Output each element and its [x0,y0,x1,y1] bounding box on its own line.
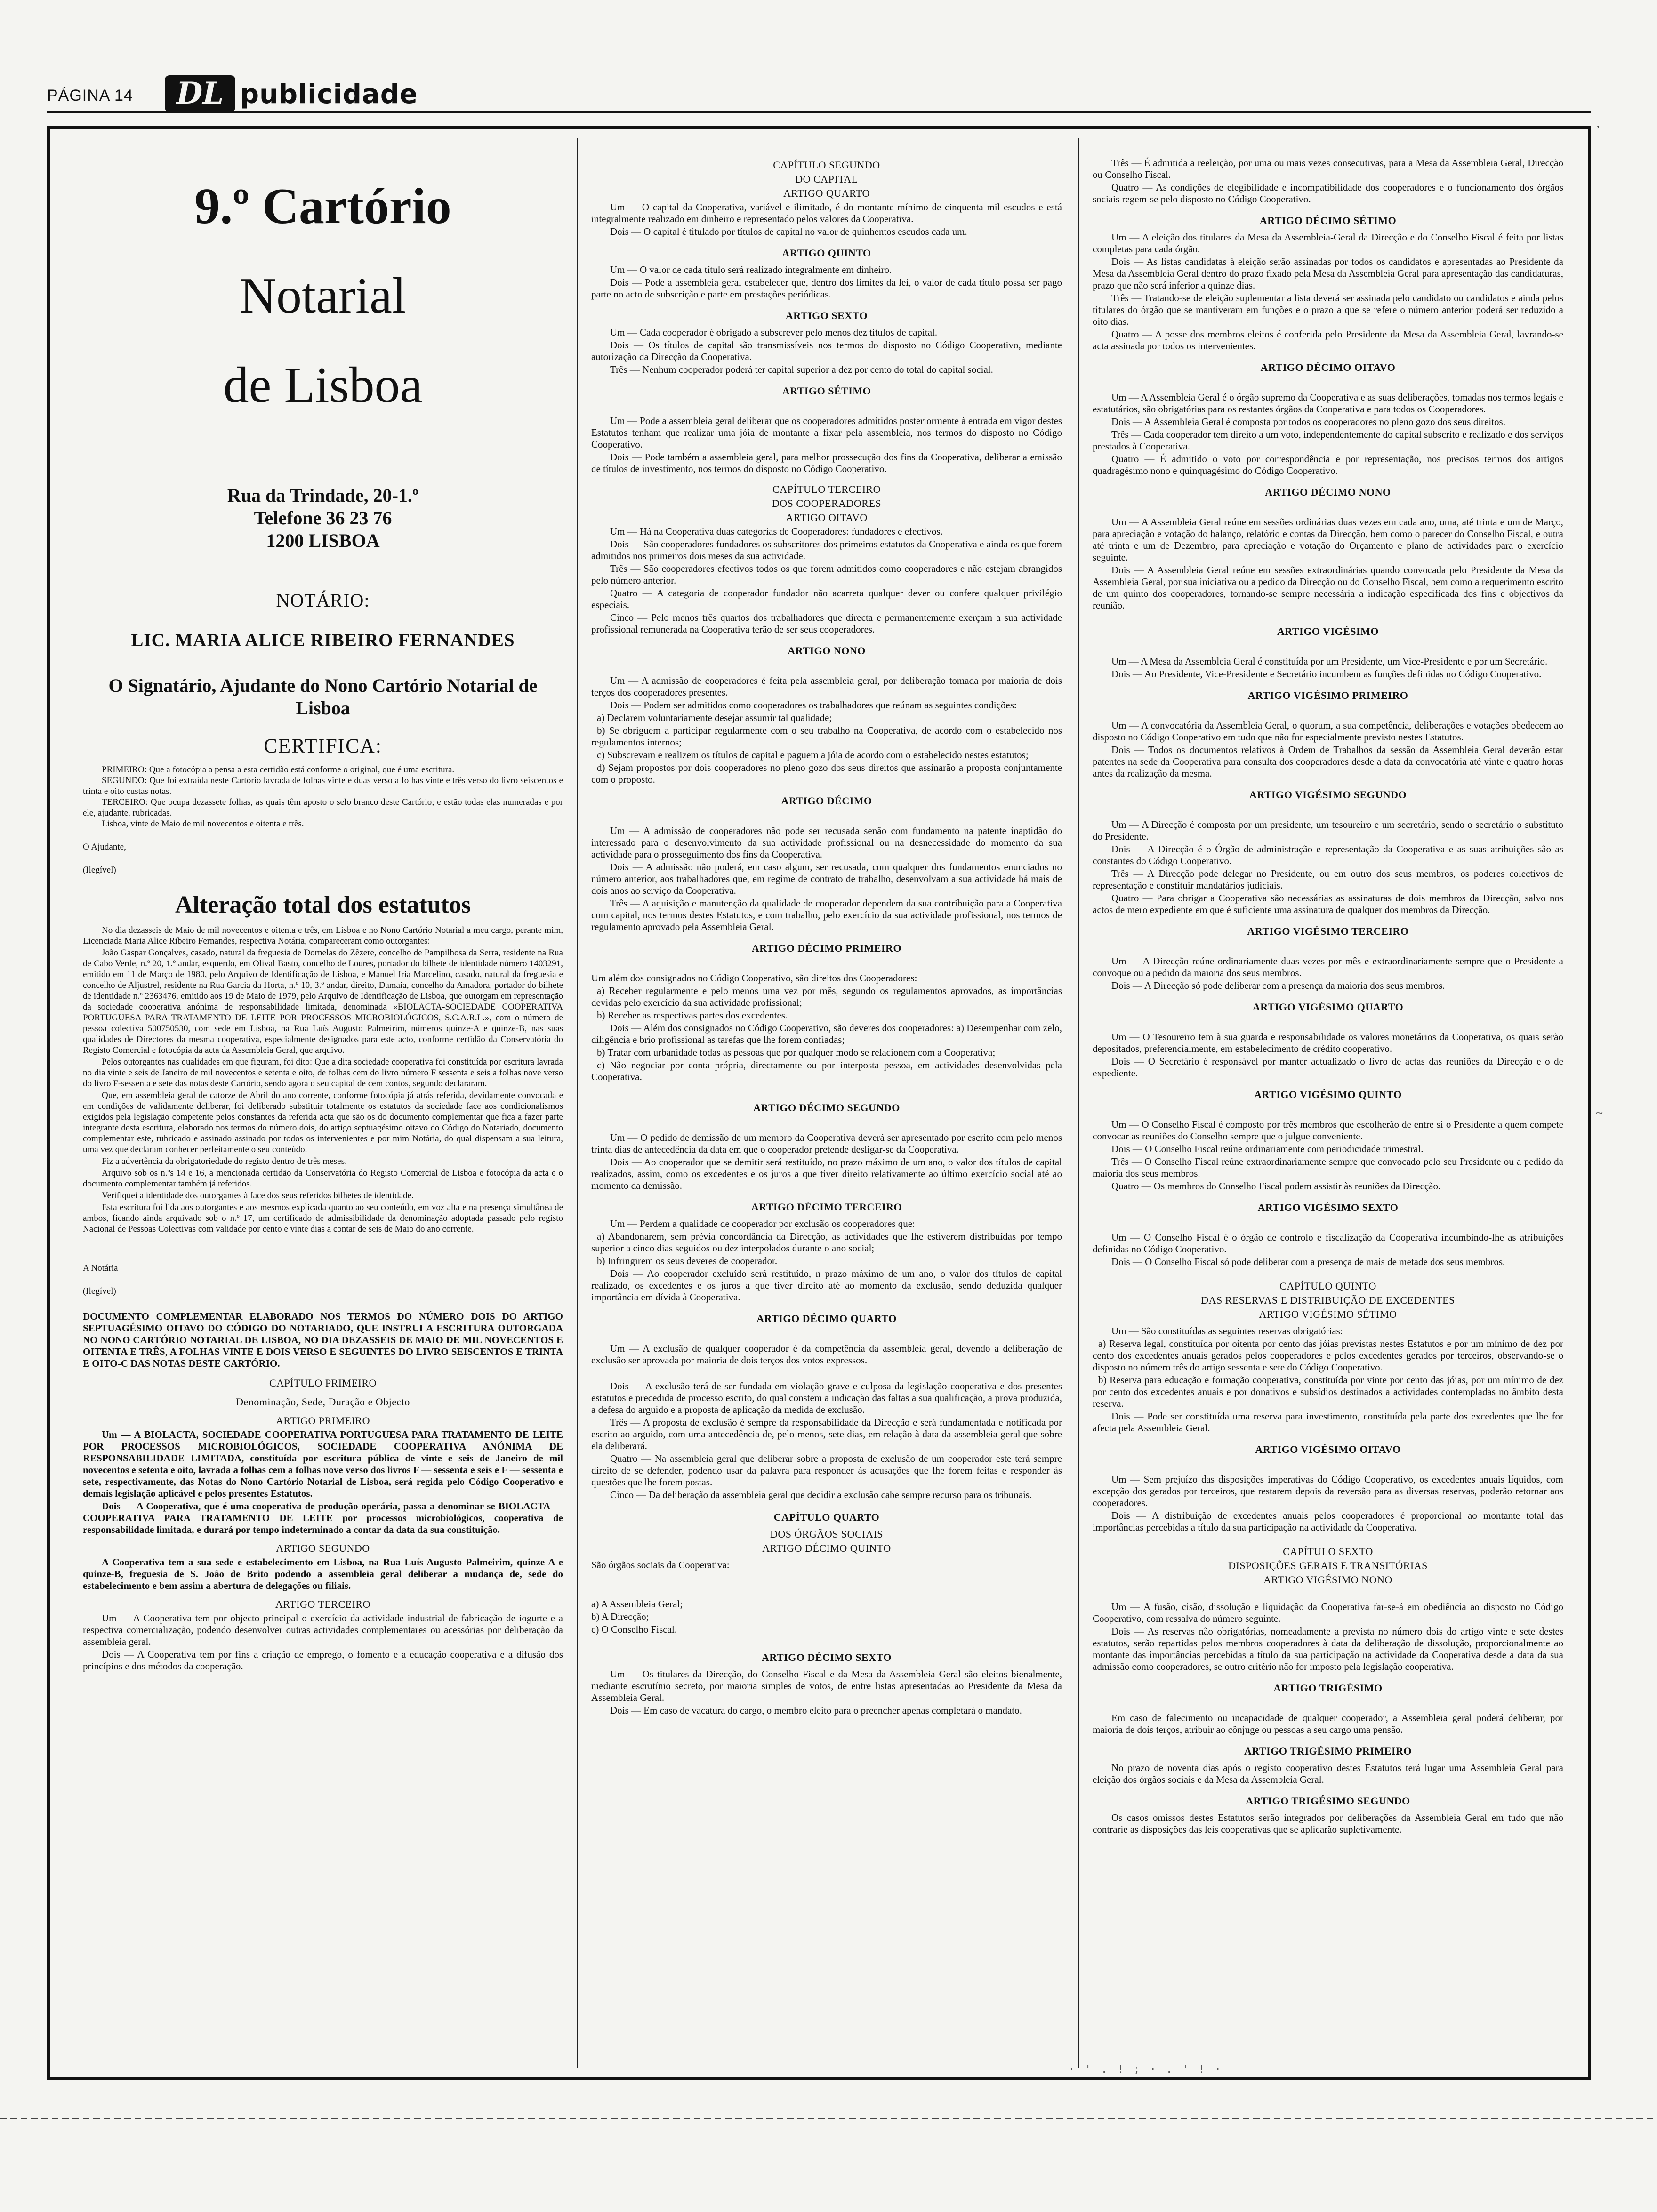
body-para: Um — O Conselho Fiscal é o órgão de controlo e fiscalização da Cooperativa incumbindo-lhe as atribuições definidas no Código Cooperativo. [1093,1232,1563,1255]
body-para: Um — Os titulares da Direcção, do Conselho Fiscal e da Mesa da Assembleia Geral são eleitos bienalmente, mediante escrutínio secreto, por maioria simples de votos, de entre listas apresentadas ao Presidente da Mesa da Assembleia Geral. [591,1668,1062,1703]
body-para: Dois — O Secretário é responsável por manter actualizado o livro de actas das reuniões da Direcção e o de expediente. [1093,1056,1563,1079]
city-line: 1200 LISBOA [266,530,380,551]
body-para: Dois — Em caso de vacatura do cargo, o membro eleito para o preencher apenas completará o mandato. [610,1705,1022,1716]
list-item: b) Infringirem os seus deveres de cooperador. [597,1255,778,1266]
body-para: Dois — Ao cooperador que se demitir será restituído, no prazo máximo de um ano, o valor dos títulos de capital realizados, assim, como os excedentes e os juros a que tiver direito relativamente ao último exercício social até ao momento da demissão. [591,1156,1062,1191]
body-para: Dois — As listas candidatas à eleição serão assinadas por todos os candidatos e apresentadas ao Presidente da Mesa da Assembleia Geral dentro do prazo fixado pela Mesa da Assembleia Geral para apresentação das candidaturas, prazo que não será inferior a quinze dias. [1093,256,1563,291]
body-para: Três — A proposta de exclusão é sempre da responsabilidade da Direcção e será fundamentada e notificada por escrito ao arguido, com uma antecedência de, pelo menos, sete dias, em relação à data da assembleia geral que sobre ela deliberará. [591,1417,1062,1451]
body-para: Quatro — Na assembleia geral que deliberar sobre a proposta de exclusão de um cooperador este terá sempre direito de se defender, podendo usar da palavra para responder às acusações que lhe forem feitas e responder às questões que lhe forem postas. [591,1453,1062,1488]
notary-title [83,162,563,430]
notary-label: NOTÁRIO: [276,590,370,611]
certifica-heading: CERTIFICA: [264,735,382,757]
body-para: Pelos outorgantes nas qualidades em que figuram, foi dito: Que a dita sociedade cooperativa foi constituída por escritura lavrada no dia vinte e seis de Janeiro de mil novecentos e setenta e oito, de folhas cem do livro número F sessenta e seis a folhas nove verso do livro F-sessenta e sete das notas deste Cartório, sendo agora o seu capital de cem contos, segundo declararam. [83,1057,563,1089]
body-para: Um — A exclusão de qualquer cooperador é da competência da assembleia geral, devendo a deliberação de exclusão ser aprovada por maioria de dois terços dos votos expressos. [591,1343,1062,1366]
body-para: Quatro — Para obrigar a Cooperativa são necessárias as assinaturas de dois membros da Direcção, salvo nos actos de mero expediente em que é suficiente uma assinatura de qualquer dos membros da Direcção. [1093,892,1563,915]
article-heading: ARTIGO DÉCIMO QUINTO [762,1542,891,1554]
body-para: Um — A Direcção é composta por um presidente, um tesoureiro e um secretário, sendo o secretário o substituto do Presidente. [1093,819,1563,842]
body-para: Dois — A Direcção só pode deliberar com a presença da maioria dos seus membros. [1111,980,1445,991]
cert-para: PRIMEIRO: Que a fotocópia a pensa a esta certidão está conforme o original, que é uma escritura. [102,765,455,775]
body-para: Um — A Assembleia Geral reúne em sessões ordinárias duas vezes em cada ano, uma, até trinta e um de Março, para apreciação e votação do balanço, relatório e contas da Direcção, bem como o parecer do Conselho Fiscal, e outra até trinta e um de Dezembro, para apreciação e votação do Orçamento e plano de actividades para o exercício seguinte. [1093,516,1563,563]
body-para: Um — Pode a assembleia geral deliberar que os cooperadores admitidos posteriormente à entrada em vigor destes Estatutos tenham que realizar uma jóia de montante a fixar pela assembleia, nos termos do disposto no Código Cooperativo. [591,415,1062,450]
body-para: Dois — São cooperadores fundadores os subscritores dos primeiros estatutos da Cooperativa e ainda os que forem admitidos nos primeiros dois meses da sua actividade. [591,538,1062,561]
list-item: b) Se obriguem a participar regularmente com o seu trabalho na Cooperativa, de acordo com o estabelecido nos regulamentos internos; [591,725,1062,748]
body-para: Os casos omissos destes Estatutos serão integrados por deliberações da Assembleia Geral em tudo que não contrarie as disposições das leis cooperativas que se aplicarão supletivamente. [1093,1812,1563,1835]
body-para: Cinco — Pelo menos três quartos dos trabalhadores que directa e permanentemente exerçam a sua actividade profissional remunerada na Cooperativa terão de ser seus cooperadores. [591,612,1062,635]
chapter-heading: CAPÍTULO QUARTO [773,1511,880,1523]
article-heading: ARTIGO VIGÉSIMO QUINTO [1254,1089,1402,1100]
article-heading: ARTIGO DÉCIMO NONO [1265,486,1391,498]
section-heading: Alteração total dos estatutos [175,891,471,918]
body-para: Esta escritura foi lida aos outorgantes e aos mesmos explicada quanto ao seu conteúdo, em voz alta e na presença simultânea de ambos, ficando ainda arquivado sob o n.º 17, um certificado de admissibilidade da denominação adoptada passado pelo registo Nacional de Pessoas Colectivas com validade por cento e vinte dias a contar de seis de Maio do ano corrente. [83,1202,563,1234]
body-para: Um — Cada cooperador é obrigado a subscrever pelo menos dez títulos de capital. [610,327,938,338]
body-para: Um — O Tesoureiro tem à sua guarda e responsabilidade os valores monetários da Cooperativa, os quais serão depositados, preferencialmente, em estabelecimento de crédito cooperativo. [1093,1031,1563,1054]
chapter-heading: CAPÍTULO TERCEIRO [772,483,881,495]
legal-notice-frame [47,126,1591,2080]
body-para: Um — Há na Cooperativa duas categorias de Cooperadores: fundadores e efectivos. [610,526,943,537]
list-item: b) Tratar com urbanidade todas as pessoas que por qualquer modo se relacionem com a Cooperativa; [597,1047,996,1058]
body-para: Em caso de falecimento ou incapacidade de qualquer cooperador, a Assembleia geral poderá deliberar, por maioria de dois terços, atribuir ao cônjuge ou pessoas a seu cargo uma pensão. [1093,1712,1563,1735]
article-heading: ARTIGO SÉTIMO [782,385,871,397]
body-para: Verifiquei a identidade dos outorgantes à face dos seus referidos bilhetes de identidade. [102,1191,414,1201]
article-heading: ARTIGO VIGÉSIMO PRIMEIRO [1247,689,1408,701]
chapter-heading: CAPÍTULO SEGUNDO [773,159,880,171]
body-para: Dois — Além dos consignados no Código Cooperativo, são deveres dos cooperadores: a) Desempenhar com zelo, diligência e brio profissional as tarefas que lhe forem confiadas; [591,1022,1062,1045]
illegible-note: (Ilegível) [83,1286,116,1296]
list-item: a) A Assembleia Geral; [591,1598,683,1610]
article-heading: ARTIGO DÉCIMO OITAVO [1260,361,1396,373]
body-para: No prazo de noventa dias após o registo cooperativo destes Estatutos terá lugar uma Assembleia Geral para eleição dos órgãos sociais e da Mesa da Assembleia Geral. [1093,1762,1563,1785]
body-para: Um — A convocatória da Assembleia Geral, o quorum, a sua competência, deliberações e votações obedecem ao disposto no Código Cooperativo em tudo que não for especialmente previsto nestes Estatutos. [1093,720,1563,743]
body-para: Quatro — A posse dos membros eleitos é conferida pelo Presidente da Mesa da Assembleia Geral, lavrando-se acta assinada por todos os intervenientes. [1093,329,1563,352]
chapter-subtitle: DO CAPITAL [795,173,858,185]
body-para: Um — A eleição dos titulares da Mesa da Assembleia-Geral da Direcção e do Conselho Fiscal é feita por listas completas para cada órgão. [1093,232,1563,255]
illegible-note: (Ilegível) [83,865,116,875]
chapter-subtitle: DOS COOPERADORES [772,497,882,509]
address-line: Rua da Trindade, 20-1.º [227,485,419,506]
body-para: Dois — A Direcção é o Órgão de administração e representação da Cooperativa e as suas atribuições são as constantes do Código Cooperativo. [1093,843,1563,866]
list-item: a) Abandonarem, sem prévia concordância da Direcção, as actividades que lhe estiverem distribuídas por tempo superior a cinco dias seguidos ou dez interpolados durante o ano social; [591,1231,1062,1254]
list-item: d) Sejam propostos por dois cooperadores no pleno gozo dos seus direitos que assinarão a proposta conjuntamente com o proposto. [591,762,1062,785]
body-para: Um além dos consignados no Código Cooperativo, são direitos dos Cooperadores: [591,972,917,984]
body-para: Três — O Conselho Fiscal reúne extraordinariamente sempre que convocado pelo seu Presidente ou a pedido da maioria dos seus membros. [1093,1156,1563,1179]
column-rule [1078,138,1079,2068]
body-para: Dois — A Cooperativa, que é uma cooperativa de produção operária, passa a denominar-se BIOLACTA — COOPERATIVA PARA TRATAMENTO DE LEITE por processos microbiológicos, cooperativa de responsabilidade limitada, e durará por tempo indeterminado a contar da data da sua constituição. [83,1500,563,1535]
list-item: c) Não negociar por conta própria, directamente ou por interposta pessoa, em actividades desenvolvidas pela Cooperativa. [591,1059,1062,1082]
body-para: Dois — Os títulos de capital são transmissíveis nos termos do disposto no Código Cooperativo, mediante autorização da Direcção da Cooperativa. [591,339,1062,362]
article-heading: ARTIGO NONO [788,645,866,657]
notary-address [83,484,563,552]
body-para: Dois — A admissão não poderá, em caso algum, ser recusada, com qualquer dos fundamentos enunciados no número anterior, aos trabalhadores que, em regime de contrato de trabalho, desenvolvam a sua actividade há mais de dois anos ao serviço da Cooperativa. [591,861,1062,896]
article-heading: ARTIGO VIGÉSIMO SEXTO [1257,1202,1399,1213]
header-rule [47,111,1591,113]
article-heading: ARTIGO VIGÉSIMO TERCEIRO [1247,925,1409,937]
body-para: Que, em assembleia geral de catorze de Abril do ano corrente, conforme fotocópia já atrás referida, devidamente convocada e em condições de validamente deliberar, foi deliberado substituir totalmente os estatutos da sociedade face aos condicionalismos exigidos pela legislação competente pelos constantes da referida acta que são os do documento complementar que fica a fazer parte integrante desta escritura, elaborado nos termos do número dois, do artigo septuagésimo oitavo do Código do Notariado, documento complementar este, rubricado e assinado assinado por todos os intervenientes e por mim Notária, do qual dispensam a sua leitura, uma vez que declaram conhecer perfeitamente o seu conteúdo. [83,1090,563,1154]
cert-para: TERCEIRO: Que ocupa dezassete folhas, as quais têm aposto o selo branco deste Cartório; e estão todas elas numeradas e por ele, ajudante, rubricadas. [83,797,563,818]
newspaper-logo: DL [165,75,235,112]
chapter-heading: CAPÍTULO PRIMEIRO [269,1377,377,1389]
article-heading: ARTIGO DÉCIMO SEXTO [761,1651,892,1663]
body-para: Um — Perdem a qualidade de cooperador por exclusão os cooperadores que: [610,1218,915,1229]
list-item: a) Receber regularmente e pelo menos uma vez por mês, segundo os regulamentos aprovados, as importâncias devidas pelo exercício da sua actividade profissional; [591,985,1062,1008]
article-heading: ARTIGO PRIMEIRO [276,1415,370,1427]
body-para: Dois — A Assembleia Geral é composta por todos os cooperadores no pleno gozo dos seus direitos. [1111,416,1505,427]
body-para: Dois — A exclusão terá de ser fundada em violação grave e culposa da legislação cooperativa e dos presentes estatutos e precedida de processo escrito, do qual constem a indicação das faltas a sua qualificação, a prova produzida, a defesa do arguido e a proposta de aplicação da medida de exclusão. [591,1380,1062,1415]
chapter-heading: CAPÍTULO QUINTO [1279,1280,1376,1292]
body-para: Um — Sem prejuízo das disposições imperativas do Código Cooperativo, os excedentes anuais líquidos, com excepção dos gerados por terceiros, que restarem depois da reversão para as diversas reservas, poderão retornar aos cooperadores. [1093,1474,1563,1508]
document-heading: DOCUMENTO COMPLEMENTAR ELABORADO NOS TERMOS DO NÚMERO DOIS DO ARTIGO SEPTUAGÉSIMO OITAVO DO CÓDIGO DO NOTARIADO, QUE INSTRUI A ESCRITURA OUTORGADA NO NONO CARTÓRIO NOTARIAL DE LISBOA, NO DIA DEZASSEIS DE MAIO DE MIL NOVECENTOS E OITENTA E TRÊS, A FOLHAS VINTE E DOIS VERSO E SEGUINTES DO LIVRO SEISCENTOS E TRINTA E OITO-C DAS NOTAS DESTE CARTÓRIO. [83,1311,563,1369]
list-item: b) A Direcção; [591,1611,649,1622]
body-para: Dois — O Conselho Fiscal só pode deliberar com a presença de mais de metade dos seus membros. [1111,1256,1505,1267]
body-para: Dois — O capital é titulado por títulos de capital no valor de quinhentos escudos cada um. [610,226,967,237]
section-title: publicidade [240,79,418,110]
body-para: Um — A Assembleia Geral é o órgão supremo da Cooperativa e as suas deliberações, tomadas nos termos legais e estatutários, são obrigatórias para os restantes órgãos da Cooperativa e para todos os Cooperadores. [1093,392,1563,415]
body-para: Um — A Mesa da Assembleia Geral é constituída por um Presidente, um Vice-Presidente e por um Secretário. [1111,656,1548,667]
article-heading: ARTIGO DÉCIMO QUARTO [756,1313,897,1324]
body-para: Quatro — As condições de elegibilidade e incompatibilidade dos cooperadores e o funcionamento dos órgãos sociais regem-se pelo disposto no Código Cooperativo. [1093,182,1563,205]
body-para: Dois — A distribuição de excedentes anuais pelos cooperadores é proporcional ao montante total das importâncias percebidas a título da sua participação na actividade da Cooperativa. [1093,1510,1563,1533]
body-para: Dois — Pode ser constituída uma reserva para investimento, constituída pela parte dos excedentes que lhe for afecta pela Assembleia Geral. [1093,1411,1563,1434]
footer-cut-line [0,2118,1657,2119]
body-para: Um — O valor de cada título será realizado integralmente em dinheiro. [610,264,892,275]
body-para: Dois — Todos os documentos relativos à Ordem de Trabalhos da sessão da Assembleia Geral deverão estar patentes na sede da Cooperativa para consulta dos cooperadores desde a data da convocatória até vinte e quatro horas antes da realização da mesma. [1093,744,1563,779]
body-para: João Gaspar Gonçalves, casado, natural da freguesia de Dornelas do Zêzere, concelho de Pampilhosa da Serra, residente na Rua de Cabo Verde, n.º 20, 1.º andar, esquerdo, em Olival Basto, concelho de Loures, portador do bilhete de identidade número 1403291, emitido em 11 de Março de 1980, pelo Arquivo de Identificação de Lisboa, e Manuel Iria Marcelino, casado, natural da freguesia e concelho de Aljustrel, residente na Rua Garcia da Horta, n.º 10, 3.º andar, direito, Damaia, concelho da Amadora, portador do bilhete de identidade n.º 2363476, emitido aos 19 de Maio de 1979, pelo Arquivo de Identificação de Lisboa, que outorgam em representação da sociedade cooperativa anónima de responsabilidade limitada, denominada «BIOLACTA-SOCIEDADE COOPERATIVA PORTUGUESA PARA TRATAMENTO DE LEITE POR PROCESSOS MICROBIOLÓGICOS, S.C.A.R.L.», com o número de pessoa colectiva 500750530, com sede em Lisboa, na Rua Luís Augusto Palmeirim, números quinze-A e quinze-B, nas suas qualidades de Directores da mesma cooperativa, especialmente designados para este acto, conforme certidão da Conservatória do Registo Comercial e fotocópia da acta da Assembleia Geral, que arquivo. [83,948,563,1055]
body-para: Três — A Direcção pode delegar no Presidente, ou em outro dos seus membros, os poderes colectivos de representação e constituir mandatários judiciais. [1093,868,1563,891]
body-para: Um — A admissão de cooperadores é feita pela assembleia geral, por deliberação tomada por maioria de dois terços dos cooperadores presentes. [591,675,1062,698]
scan-mark: , [1597,118,1600,129]
article-heading: ARTIGO QUINTO [782,247,871,259]
title-line: de Lisboa [223,357,423,413]
signatory: O Signatário, Ajudante do Nono Cartório Notarial de Lisboa [108,675,538,719]
article-heading: ARTIGO TRIGÉSIMO PRIMEIRO [1244,1745,1412,1757]
article-heading: ARTIGO TRIGÉSIMO [1273,1682,1383,1694]
body-para: Dois — A Cooperativa tem por fins a criação de emprego, o fomento e a educação cooperativa e a difusão dos princípios e dos métodos da cooperação. [83,1649,563,1672]
body-para: Um — A Cooperativa tem por objecto principal o exercício da actividade industrial de fabricação de iogurte e a respectiva comercialização, podendo desenvolver outras actividades complementares ou acessórias por deliberação da assembleia geral. [83,1612,563,1647]
body-para: Dois — Pode a assembleia geral estabelecer que, dentro dos limites da lei, o valor de cada título possa ser pago parte no acto de subscrição e parte em prestações periódicas. [591,277,1062,300]
article-heading: ARTIGO TRIGÉSIMO SEGUNDO [1246,1795,1410,1807]
body-para: Cinco — Da deliberação da assembleia geral que decidir a exclusão cabe sempre recurso para os tribunais. [610,1489,1032,1500]
article-heading: ARTIGO VIGÉSIMO SÉTIMO [1259,1308,1397,1320]
chapter-subtitle: DAS RESERVAS E DISTRIBUIÇÃO DE EXCEDENTES [1201,1294,1455,1306]
article-heading: ARTIGO DÉCIMO PRIMEIRO [751,942,902,954]
list-item: a) Declarem voluntariamente desejar assumir tal qualidade; [597,712,832,723]
body-para: Um — São constituídas as seguintes reservas obrigatórias: [1111,1325,1343,1337]
phone-line: Telefone 36 23 76 [254,507,392,529]
list-item: a) Reserva legal, constituída por oitenta por cento das jóias previstas nestes Estatutos e por um mínimo de dez por cento dos excedentes anuais gerados pelos cooperadores e pelos excedentes gerados por terceiros, observando-se o disposto no número três do artigo sessenta e sete do Código Cooperativo. [1093,1338,1563,1373]
page-number: PÁGINA 14 [47,87,133,104]
body-para: Três — Nenhum cooperador poderá ter capital superior a dez por cento do total do capital social. [610,364,993,375]
body-para: Um — A BIOLACTA, SOCIEDADE COOPERATIVA PORTUGUESA PARA TRATAMENTO DE LEITE POR PROCESSOS MICROBIOLÓGICOS, SOCIEDADE COOPERATIVA ANÓNIMA DE RESPONSABILIDADE LIMITADA, constituída por escritura pública de vinte e seis de Janeiro de mil novecentos e setenta e oito, lavrada a folhas cem a folhas nove verso dos livros F — sessenta e seis e F — sessenta e sete, respectivamente, das Notas do Nono Cartório Notarial de Lisboa, será regida pelo Código Cooperativo e demais legislação aplicável e pelos presentes Estatutos. [83,1429,563,1499]
article-heading: ARTIGO SEXTO [785,310,868,321]
article-heading: ARTIGO QUARTO [783,187,870,199]
body-para: Dois — A Assembleia Geral reúne em sessões extraordinárias quando convocada pelo Presidente da Mesa da Assembleia Geral, por sua iniciativa ou a pedido da Direcção ou do Conselho Fiscal, bem como a requerimento escrito de um quinto dos cooperadores, tornando-se sempre necessária a indicação especificada dos fins e objectivos da reunião. [1093,564,1563,611]
list-item: c) O Conselho Fiscal. [591,1624,677,1635]
article-heading: ARTIGO VIGÉSIMO OITAVO [1255,1443,1401,1455]
body-para: Quatro — Os membros do Conselho Fiscal podem assistir às reuniões da Direcção. [1111,1180,1441,1192]
body-para: Um — A Direcção reúne ordinariamente duas vezes por mês e extraordinariamente sempre que o Presidente a convoque ou a pedido da maioria dos seus membros. [1093,955,1563,978]
body-para: Três — Cada cooperador tem direito a um voto, independentemente do capital subscrito e realizado e dos serviços prestados à Cooperativa. [1093,429,1563,452]
notaria-sign: A Notária [83,1263,118,1273]
body-para: São órgãos sociais da Cooperativa: [591,1559,730,1571]
title-line: Notarial [240,268,406,324]
article-heading: ARTIGO DÉCIMO [781,795,872,807]
article-heading: ARTIGO VIGÉSIMO NONO [1263,1574,1392,1586]
body-para: Dois — Ao Presidente, Vice-Presidente e Secretário incumbem as funções definidas no Código Cooperativo. [1111,668,1542,680]
body-para: Dois — Pode também a assembleia geral, para melhor prossecução dos fins da Cooperativa, deliberar a emissão de títulos de investimento, nos termos do disposto no Código Cooperativo. [591,451,1062,474]
article-heading: ARTIGO VIGÉSIMO QUARTO [1252,1001,1404,1013]
cert-para: Lisboa, vinte de Maio de mil novecentos e oitenta e três. [102,819,304,829]
body-para: Três — A aquisição e manutenção da qualidade de cooperador dependem da sua contribuição para a Cooperativa com capital, nos termos destes Estatutos, e com trabalho, pelo exercício da sua actividade profissional, nos termos de regulamento aprovado pela Assembleia Geral. [591,898,1062,932]
body-para: Três — Tratando-se de eleição suplementar a lista deverá ser assinada pelo candidato ou candidatos e ainda pelos titulares do órgão que se mantiveram em funções e o prazo a que se refere o número anterior poderá ser reduzido a oito dias. [1093,292,1563,327]
body-para: Um — A fusão, cisão, dissolução e liquidação da Cooperativa far-se-á em obediência ao disposto no Código Cooperativo, com ressalva do número seguinte. [1093,1601,1563,1624]
list-item: c) Subscrevam e realizem os títulos de capital e paguem a jóia de acordo com o estabelecido nestes estatutos; [597,749,1029,761]
column-rule [577,138,578,2068]
body-para: Dois — Ao cooperador excluído será restituído, n prazo máximo de um ano, o valor dos títulos de capital realizado, os excedentes e os juros a que tiver direito até ao momento da exclusão, sendo deduzida qualquer importância em dívida à Cooperativa. [591,1268,1062,1303]
article-heading: ARTIGO OITAVO [786,512,868,523]
body-para: Um — O pedido de demissão de um membro da Cooperativa deverá ser apresentado por escrito com pelo menos trinta dias de antecedência da data em que o cooperador pretende desligar-se da Cooperativa. [591,1132,1062,1155]
article-heading: ARTIGO DÉCIMO SÉTIMO [1259,215,1397,226]
article-heading: ARTIGO DÉCIMO SEGUNDO [753,1102,900,1114]
scan-mark: ~ [1596,1106,1603,1121]
chapter-subtitle: DOS ÓRGÃOS SOCIAIS [770,1528,884,1540]
body-para: Um — A admissão de cooperadores não pode ser recusada senão com fundamento na patente inaptidão do interessado para o desenvolvimento da sua actividade profissional ou na desnecessidade do momento da sua actividade para o prosseguimento dos fins da Cooperativa. [591,825,1062,860]
cert-para: SEGUNDO: Que foi extraída neste Cartório lavrada de folhas vinte e duas verso a folhas vinte e três verso do livro seiscentos e trinta e oito custas notas. [83,776,563,796]
scan-artifact: · ' . ! ; · . ' ! · [1069,2064,1223,2076]
article-heading: ARTIGO VIGÉSIMO SEGUNDO [1249,789,1407,801]
list-item: b) Receber as respectivas partes dos excedentes. [597,1010,788,1021]
column-1 [83,157,563,2063]
article-heading: ARTIGO SEGUNDO [276,1542,370,1554]
title-line: 9.º Cartório [194,178,451,234]
page-header [47,75,1591,113]
column-3 [1093,157,1563,2063]
body-para: Três — São cooperadores efectivos todos os que forem admitidos como cooperadores e não estejam abrangidos pelo número anterior. [591,563,1062,586]
body-para: Dois — Podem ser admitidos como cooperadores os trabalhadores que reúnam as seguintes condições: [610,699,1017,711]
body-para: Dois — As reservas não obrigatórias, nomeadamente a prevista no número dois do artigo vinte e sete destes estatutos, serão repartidas pelos membros cooperadores à data da deliberação de dissolução, proporcionalmente ao montante das importâncias percebidas a título da sua participação na actividade da Cooperativa desde a data da sua admissão como cooperadores, se outro critério não for imposto pela legislação cooperativa. [1093,1626,1563,1672]
column-2 [591,157,1062,2063]
chapter-subtitle: DISPOSIÇÕES GERAIS E TRANSITÓRIAS [1228,1560,1428,1571]
article-heading: ARTIGO TERCEIRO [275,1598,370,1610]
ajudante-sign: O Ajudante, [83,842,126,852]
chapter-heading: CAPÍTULO SEXTO [1283,1546,1373,1557]
body-para: Um — O Conselho Fiscal é composto por três membros que escolherão de entre si o Presidente a quem compete convocar as reuniões do Conselho sempre que o julgue conveniente. [1093,1119,1563,1142]
list-item: b) Reserva para educação e formação cooperativa, constituída por vinte por cento das jóias, por um mínimo de dez por cento dos excedentes anuais e por donativos e subsídios destinados a actividades contempladas no âmbito desta reserva. [1093,1374,1563,1409]
body-para: Três — É admitida a reeleição, por uma ou mais vezes consecutivas, para a Mesa da Assembleia Geral, Direcção ou Conselho Fiscal. [1093,157,1563,180]
notary-name: LIC. MARIA ALICE RIBEIRO FERNANDES [131,630,515,650]
body-para: Um — O capital da Cooperativa, variável e ilimitado, é do montante mínimo de cinquenta mil escudos e está integralmente realizado em dinheiro e representado pelos valores da Cooperativa. [591,201,1062,224]
body-para: Fiz a advertência da obrigatoriedade do registo dentro de três meses. [102,1156,347,1166]
body-para: Quatro — A categoria de cooperador fundador não acarreta qualquer dever ou confere qualquer privilégio especiais. [591,587,1062,610]
body-para: Dois — O Conselho Fiscal reúne ordinariamente com periodicidade trimestral. [1111,1143,1424,1154]
body-para: Quatro — É admitido o voto por correspondência e por representação, nos precisos termos dos artigos quadragésimo nono e quinquagésimo do Código Cooperativo. [1093,453,1563,476]
body-para: Arquivo sob os n.ºs 14 e 16, a mencionada certidão da Conservatória do Registo Comercial de Lisboa e fotocópia da acta e o documento complementar também já referidos. [83,1168,563,1189]
chapter-subtitle: Denominação, Sede, Duração e Objecto [236,1396,410,1408]
body-para: A Cooperativa tem a sua sede e estabelecimento em Lisboa, na Rua Luís Augusto Palmeirim, quinze-A e quinze-B, freguesia de S. João de Brito podendo a assembleia geral deliberar a mudança de, sede do estabelecimento e bem assim a abertura de delegações ou filiais. [83,1556,563,1591]
article-heading: ARTIGO DÉCIMO TERCEIRO [751,1201,902,1213]
article-heading: ARTIGO VIGÉSIMO [1277,625,1379,637]
body-para: No dia dezasseis de Maio de mil novecentos e oitenta e três, em Lisboa e no Nono Cartório Notarial a meu cargo, perante mim, Licenciada Maria Alice Ribeiro Fernandes, respectiva Notária, compareceram como outorgantes: [83,925,563,946]
